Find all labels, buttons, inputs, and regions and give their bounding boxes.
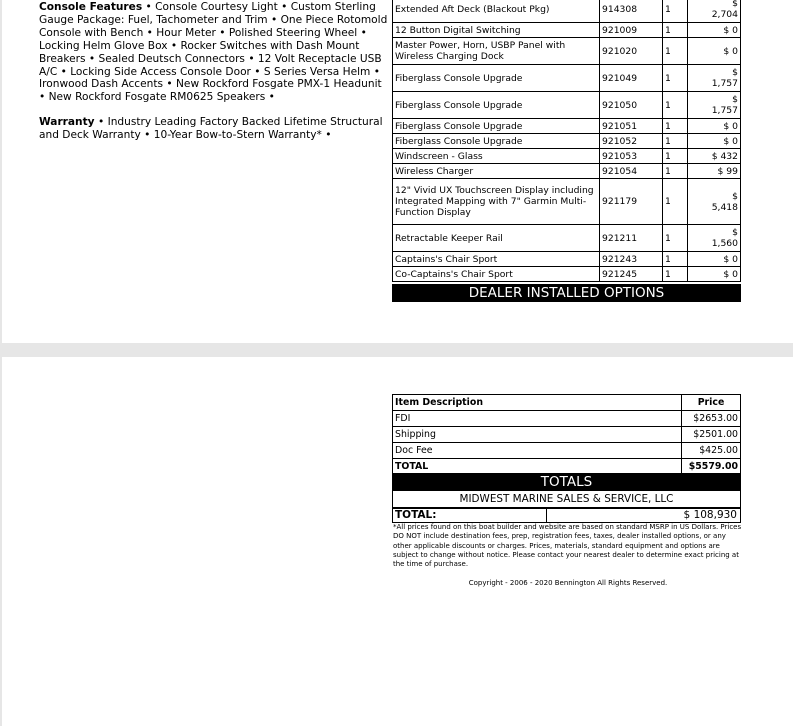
warranty-text: • Industry Leading Factory Backed Lifetime Structural and Deck Warranty • 10-Year Bow-to-Stern Warranty* • [39,116,383,142]
warranty-title: Warranty [39,116,95,129]
option-description: Windscreen - Glass [393,149,600,164]
console-features-text: • Console Courtesy Light • Custom Sterling Gauge Package: Fuel, Tachometer and Trim • One Piece Rotomold Console with Bench • Hour Meter • Polished Steering Wheel • Locking Helm Glove Box • Rocker Switches with Dash Mount Breakers • Sealed Deutsch Connectors • 12 Volt Receptacle USB A/C • Locking Side Access Console Door • S Series Versa Helm • Ironwood Dash Accents • New Rockford Fosgate PMX-1 Headunit • New Rockford Fosgate RM0625 Speakers • [39,1,388,104]
option-row [393,225,741,252]
option-code: 921050 [600,92,663,119]
option-row [393,134,741,149]
fees-total-label: TOTAL [393,459,682,475]
option-price: $ 2,704 [688,0,741,23]
option-row [393,92,741,119]
option-price: $ 0 [688,252,741,267]
option-code: 921211 [600,225,663,252]
fee-price: $2501.00 [682,427,741,443]
option-price: $ 5,418 [688,179,741,225]
warranty-paragraph [39,116,391,142]
copyright: Copyright - 2006 - 2020 Bennington All Rights Reserved. [468,579,668,587]
grand-total-divider [546,508,547,522]
option-row [393,23,741,38]
option-code: 921243 [600,252,663,267]
grand-total-row [392,507,741,523]
option-price: $ 0 [688,267,741,282]
pricing-disclaimer: *All prices found on this boat builder and website are based on standard MSRP in US Dollars. Prices DO NOT include destination fees, prep, registration fees, taxes, dealer installed options, or any other applicable discounts or charges. Prices, materials, standard equipment and options are subject to change without notice. Please contact your nearest dealer to determine exact pricing at the time of purchase. [393,523,742,569]
fee-description: FDI [393,411,682,427]
option-description: 12 Button Digital Switching [393,23,600,38]
option-qty: 1 [663,38,688,65]
option-price: $ 99 [688,164,741,179]
option-code: 921051 [600,119,663,134]
fees-table [392,394,741,475]
option-description: Co-Captains's Chair Sport [393,267,600,282]
option-description: Wireless Charger [393,164,600,179]
option-row [393,164,741,179]
option-code: 921020 [600,38,663,65]
option-qty: 1 [663,65,688,92]
option-qty: 1 [663,149,688,164]
option-description: Fiberglass Console Upgrade [393,119,600,134]
option-code: 921179 [600,179,663,225]
totals-header: TOTALS [392,473,741,490]
option-price: $ 1,757 [688,92,741,119]
option-code: 921245 [600,267,663,282]
option-qty: 1 [663,267,688,282]
option-row [393,0,741,23]
fee-row [393,443,741,459]
fee-price: $2653.00 [682,411,741,427]
console-features-paragraph [39,1,391,104]
option-price: $ 0 [688,23,741,38]
option-row [393,149,741,164]
dealer-installed-options-header: DEALER INSTALLED OPTIONS [392,284,741,302]
option-code: 921054 [600,164,663,179]
fee-description: Doc Fee [393,443,682,459]
option-qty: 1 [663,0,688,23]
option-row [393,119,741,134]
option-description: Captains's Chair Sport [393,252,600,267]
option-code: 921049 [600,65,663,92]
standard-features [39,1,391,154]
option-description: 12" Vivid UX Touchscreen Display including Integrated Mapping with 7" Garmin Multi-Function Display [393,179,600,225]
option-description: Master Power, Horn, USBP Panel with Wireless Charging Dock [393,38,600,65]
option-description: Fiberglass Console Upgrade [393,134,600,149]
option-qty: 1 [663,23,688,38]
option-price: $ 0 [688,134,741,149]
option-qty: 1 [663,179,688,225]
option-qty: 1 [663,92,688,119]
fee-price: $425.00 [682,443,741,459]
grand-total-label: TOTAL: [395,509,437,521]
option-description: Fiberglass Console Upgrade [393,65,600,92]
option-qty: 1 [663,134,688,149]
option-price: $ 0 [688,38,741,65]
option-qty: 1 [663,119,688,134]
option-qty: 1 [663,164,688,179]
option-row [393,38,741,65]
option-description: Fiberglass Console Upgrade [393,92,600,119]
option-code: 921053 [600,149,663,164]
option-qty: 1 [663,252,688,267]
option-code: 921009 [600,23,663,38]
fees-header-description: Item Description [393,395,682,411]
option-price: $ 1,560 [688,225,741,252]
option-code: 921052 [600,134,663,149]
option-price: $ 432 [688,149,741,164]
fees-header-price: Price [682,395,741,411]
option-row [393,267,741,282]
option-code: 914308 [600,0,663,23]
option-description: Retractable Keeper Rail [393,225,600,252]
option-description: Extended Aft Deck (Blackout Pkg) [393,0,600,23]
option-price: $ 0 [688,119,741,134]
dealer-name: MIDWEST MARINE SALES & SERVICE, LLC [392,490,741,509]
option-row [393,252,741,267]
option-row [393,179,741,225]
option-price: $ 1,757 [688,65,741,92]
fees-total-value: $5579.00 [682,459,741,475]
grand-total-value: $ 108,930 [683,509,737,521]
option-row [393,65,741,92]
option-qty: 1 [663,225,688,252]
fee-row [393,427,741,443]
console-features-title: Console Features [39,1,143,13]
fee-row [393,411,741,427]
options-table [392,0,741,282]
fee-description: Shipping [393,427,682,443]
